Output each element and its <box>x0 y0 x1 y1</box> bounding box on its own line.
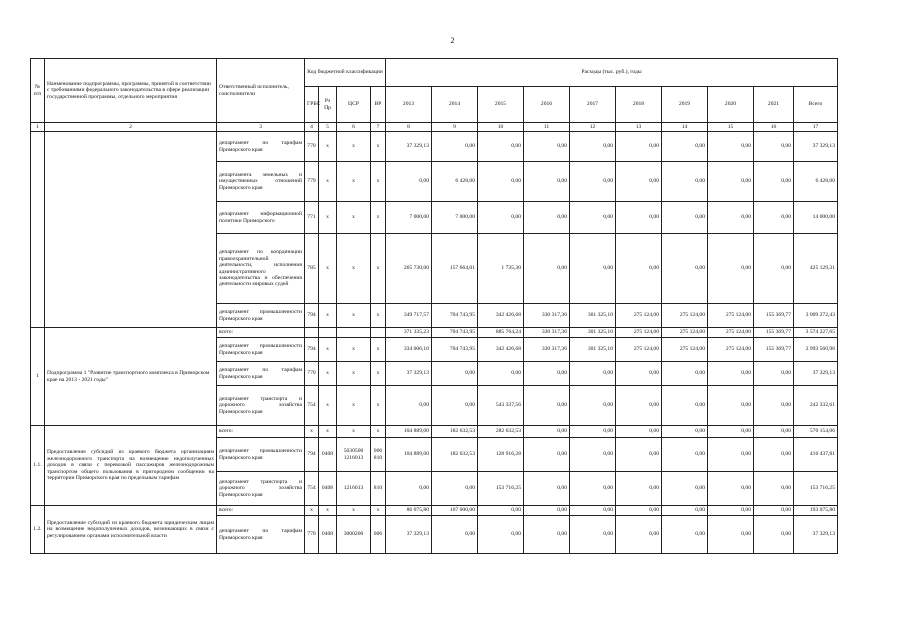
value-cell: 0,00 <box>616 132 662 162</box>
column-index-row <box>31 123 838 132</box>
value-cell: 37 329,13 <box>386 132 432 162</box>
header-total: Всего <box>794 87 838 123</box>
value-cell: 0,00 <box>662 386 708 426</box>
responsible-cell: департамент по тарифам Приморского края <box>217 516 305 554</box>
rzpr-cell: x <box>319 202 337 234</box>
value-cell: 0,00 <box>662 362 708 386</box>
total-cell: 2 993 560,96 <box>794 338 838 362</box>
csr-cell: x <box>337 132 371 162</box>
total-cell: 3 574 227,65 <box>794 328 838 338</box>
column-index-cell: 17 <box>794 123 838 132</box>
vr-cell: 810 <box>371 472 386 506</box>
value-cell: 704 743,95 <box>432 338 478 362</box>
rzpr-cell: 0408 <box>319 472 337 506</box>
value-cell: 0,00 <box>616 386 662 426</box>
header-csr: ЦСР <box>337 87 371 123</box>
value-cell: 86 075,80 <box>386 506 432 516</box>
table-row <box>31 328 838 338</box>
value-cell: 0,00 <box>754 234 794 304</box>
responsible-cell: департамент по тарифам Приморского края <box>217 362 305 386</box>
vr-cell: x <box>371 426 386 438</box>
total-cell: 37 329,13 <box>794 362 838 386</box>
value-cell: 0,00 <box>524 438 570 472</box>
value-cell: 37 329,13 <box>386 362 432 386</box>
value-cell: 275 124,00 <box>708 328 754 338</box>
value-cell: 0,00 <box>754 472 794 506</box>
value-cell: 0,00 <box>754 516 794 554</box>
vr-cell: x <box>371 506 386 516</box>
rzpr-cell: x <box>319 338 337 362</box>
value-cell: 182 632,53 <box>432 426 478 438</box>
column-index-cell: 8 <box>386 123 432 132</box>
header-year: 2017 <box>570 87 616 123</box>
value-cell: 155 369,77 <box>754 304 794 328</box>
responsible-cell: департамент промышленности Приморского края <box>217 304 305 328</box>
budget-table <box>30 58 838 554</box>
rzpr-cell: x <box>319 162 337 202</box>
value-cell: 275 124,00 <box>616 328 662 338</box>
responsible-cell: департамент транспорта и дорожного хозяйства Приморского края <box>217 386 305 426</box>
value-cell: 0,00 <box>524 234 570 304</box>
value-cell: 157 664,01 <box>432 234 478 304</box>
value-cell: 0,00 <box>708 202 754 234</box>
value-cell: 0,00 <box>478 202 524 234</box>
total-cell: 193 075,80 <box>794 506 838 516</box>
program-number: 1 <box>31 328 45 426</box>
rzpr-cell: x <box>319 386 337 426</box>
item-name: Предоставление субсидий из краевого бюджета организациям железнодорожного транспорта на возмещение недополученных доходов в связи с перевозкой пассажиров железнодорожным транспортом общего пользования в пригородном сообщении на территории Приморского края по предельным тарифам <box>45 426 217 506</box>
column-index-cell: 14 <box>662 123 708 132</box>
responsible-cell: всего: <box>217 506 305 516</box>
vr-cell: x <box>371 162 386 202</box>
column-index-cell: 6 <box>337 123 371 132</box>
rzpr-cell: 0408 <box>319 516 337 554</box>
value-cell: 0,00 <box>386 472 432 506</box>
rzpr-cell: x <box>319 362 337 386</box>
value-cell: 349 717,57 <box>386 304 432 328</box>
value-cell: 0,00 <box>478 506 524 516</box>
grbs-cell: 794 <box>305 304 319 328</box>
csr-cell: x <box>337 304 371 328</box>
value-cell: 0,00 <box>662 516 708 554</box>
grbs-cell: 785 <box>305 234 319 304</box>
responsible-cell: всего: <box>217 328 305 338</box>
grbs-cell: 794 <box>305 438 319 472</box>
value-cell: 0,00 <box>754 202 794 234</box>
grbs-cell <box>305 328 319 338</box>
value-cell: 0,00 <box>432 516 478 554</box>
total-cell: 14 000,00 <box>794 202 838 234</box>
total-cell: 37 329,13 <box>794 132 838 162</box>
value-cell: 182 632,53 <box>432 438 478 472</box>
item-number: 1.2. <box>31 506 45 554</box>
page-number: 2 <box>450 36 455 45</box>
value-cell: 0,00 <box>616 162 662 202</box>
rzpr-cell: x <box>319 426 337 438</box>
value-cell: 704 743,95 <box>432 328 478 338</box>
column-index-cell: 2 <box>45 123 217 132</box>
value-cell: 0,00 <box>570 516 616 554</box>
value-cell: 0,00 <box>616 506 662 516</box>
csr-cell: x <box>337 162 371 202</box>
grbs-cell: 754 <box>305 386 319 426</box>
column-index-cell: 7 <box>371 123 386 132</box>
header-year: 2021 <box>754 87 794 123</box>
value-cell: 0,00 <box>570 386 616 426</box>
value-cell: 0,00 <box>478 162 524 202</box>
value-cell: 371 335,23 <box>386 328 432 338</box>
vr-cell: x <box>371 304 386 328</box>
value-cell: 275 124,00 <box>662 338 708 362</box>
value-cell: 0,00 <box>524 202 570 234</box>
header-year: 2016 <box>524 87 570 123</box>
value-cell: 265 730,00 <box>386 234 432 304</box>
vr-cell: x <box>371 338 386 362</box>
value-cell: 153 716,25 <box>478 472 524 506</box>
total-cell: 6 428,00 <box>794 162 838 202</box>
column-index-cell: 15 <box>708 123 754 132</box>
csr-cell: x <box>337 338 371 362</box>
value-cell: 0,00 <box>616 438 662 472</box>
value-cell: 0,00 <box>708 438 754 472</box>
value-cell: 275 124,00 <box>662 328 708 338</box>
total-cell: 416 437,81 <box>794 438 838 472</box>
total-cell: 37 329,13 <box>794 516 838 554</box>
header-year: 2020 <box>708 87 754 123</box>
value-cell: 0,00 <box>570 426 616 438</box>
grbs-cell: 770 <box>305 362 319 386</box>
value-cell: 128 916,28 <box>478 438 524 472</box>
item-number: 1.1. <box>31 426 45 506</box>
value-cell: 0,00 <box>524 516 570 554</box>
value-cell: 0,00 <box>524 506 570 516</box>
vr-cell: x <box>371 386 386 426</box>
vr-cell: x <box>371 202 386 234</box>
rzpr-cell: 0408 <box>319 438 337 472</box>
csr-cell: x <box>337 234 371 304</box>
value-cell: 0,00 <box>754 132 794 162</box>
header-name: Наименование подпрограммы, программы, принятой в соответствии с требованиями федерального законодательства в сфере реализации государственной программы, отдельного мероприятия <box>45 59 217 123</box>
vr-cell: x <box>371 132 386 162</box>
value-cell: 282 632,53 <box>478 426 524 438</box>
value-cell: 0,00 <box>662 132 708 162</box>
column-index-cell: 9 <box>432 123 478 132</box>
header-no: № п/п <box>31 59 45 123</box>
value-cell: 342 426,68 <box>478 338 524 362</box>
header-rzpr: Рз Пр <box>319 87 337 123</box>
grbs-cell: x <box>305 426 319 438</box>
grbs-cell: 770 <box>305 516 319 554</box>
value-cell: 0,00 <box>616 426 662 438</box>
value-cell: 0,00 <box>708 386 754 426</box>
value-cell: 0,00 <box>708 162 754 202</box>
value-cell: 0,00 <box>662 438 708 472</box>
table-row <box>31 426 838 438</box>
value-cell: 330 317,36 <box>524 338 570 362</box>
value-cell: 0,00 <box>524 362 570 386</box>
responsible-cell: департамент промышленности Приморского края <box>217 338 305 362</box>
column-index-cell: 11 <box>524 123 570 132</box>
value-cell: 0,00 <box>616 202 662 234</box>
header-year: 2019 <box>662 87 708 123</box>
value-cell: 0,00 <box>570 438 616 472</box>
value-cell: 0,00 <box>754 162 794 202</box>
value-cell: 0,00 <box>754 506 794 516</box>
vr-cell: 006 <box>371 516 386 554</box>
row-number-cell <box>31 132 45 328</box>
total-cell: 242 332,61 <box>794 386 838 426</box>
grbs-cell: 779 <box>305 162 319 202</box>
responsible-cell: департамента земельных и имущественных отношений Приморского края <box>217 162 305 202</box>
value-cell: 330 317,36 <box>524 328 570 338</box>
table-body <box>31 123 838 554</box>
header-row-top <box>31 59 838 87</box>
grbs-cell: 770 <box>305 132 319 162</box>
value-cell: 0,00 <box>432 362 478 386</box>
program-name: Подпрограмма 1 "Развитие транспортного комплекса в Приморском крае на 2013 - 2021 годы" <box>45 328 217 426</box>
csr-cell: x <box>337 426 371 438</box>
value-cell: 0,00 <box>754 386 794 426</box>
value-cell: 0,00 <box>432 472 478 506</box>
header-vr: ВР <box>371 87 386 123</box>
value-cell: 37 329,13 <box>386 516 432 554</box>
value-cell: 275 124,00 <box>708 304 754 328</box>
value-cell: 0,00 <box>708 506 754 516</box>
value-cell: 0,00 <box>432 132 478 162</box>
value-cell: 0,00 <box>662 234 708 304</box>
value-cell: 7 000,00 <box>386 202 432 234</box>
value-cell: 885 764,24 <box>478 328 524 338</box>
value-cell: 275 124,00 <box>616 304 662 328</box>
csr-cell: 1216013 <box>337 472 371 506</box>
header-code-group: Код бюджетной классификации <box>305 59 386 87</box>
vr-cell <box>371 328 386 338</box>
header-expenses-group: Расходы (тыс. руб.), годы <box>386 59 838 87</box>
header-grbs: ГРБС <box>305 87 319 123</box>
responsible-cell: департамент транспорта и дорожного хозяйства Приморского края <box>217 472 305 506</box>
value-cell: 0,00 <box>570 472 616 506</box>
value-cell: 0,00 <box>524 132 570 162</box>
value-cell: 330 317,36 <box>524 304 570 328</box>
grbs-cell: 794 <box>305 338 319 362</box>
value-cell: 342 426,68 <box>478 304 524 328</box>
rzpr-cell: x <box>319 234 337 304</box>
value-cell: 0,00 <box>754 362 794 386</box>
total-cell: 3 009 272,43 <box>794 304 838 328</box>
responsible-cell: департамент по тарифам Приморского края <box>217 132 305 162</box>
value-cell: 0,00 <box>708 362 754 386</box>
csr-cell <box>337 328 371 338</box>
value-cell: 1 735,30 <box>478 234 524 304</box>
value-cell: 0,00 <box>662 426 708 438</box>
value-cell: 0,00 <box>616 472 662 506</box>
column-index-cell: 4 <box>305 123 319 132</box>
value-cell: 301 325,10 <box>570 338 616 362</box>
value-cell: 7 000,00 <box>432 202 478 234</box>
value-cell: 0,00 <box>524 162 570 202</box>
grbs-cell: 771 <box>305 202 319 234</box>
value-cell: 0,00 <box>432 386 478 426</box>
value-cell: 0,00 <box>524 472 570 506</box>
value-cell: 0,00 <box>662 162 708 202</box>
value-cell: 0,00 <box>570 234 616 304</box>
value-cell: 155 369,77 <box>754 328 794 338</box>
csr-cell: x <box>337 386 371 426</box>
csr-cell: 5030500 1216013 <box>337 438 371 472</box>
header-year: 2014 <box>432 87 478 123</box>
csr-cell: 3000200 <box>337 516 371 554</box>
value-cell: 0,00 <box>478 362 524 386</box>
value-cell: 0,00 <box>708 132 754 162</box>
value-cell: 155 369,77 <box>754 338 794 362</box>
responsible-cell: всего: <box>217 426 305 438</box>
value-cell: 543 337,56 <box>478 386 524 426</box>
rzpr-cell: x <box>319 304 337 328</box>
column-index-cell: 12 <box>570 123 616 132</box>
value-cell: 0,00 <box>708 516 754 554</box>
rzpr-cell: x <box>319 506 337 516</box>
value-cell: 301 325,10 <box>570 328 616 338</box>
header-year: 2013 <box>386 87 432 123</box>
value-cell: 0,00 <box>478 516 524 554</box>
value-cell: 0,00 <box>616 516 662 554</box>
value-cell: 0,00 <box>708 472 754 506</box>
value-cell: 104 889,00 <box>386 438 432 472</box>
table-row <box>31 132 838 162</box>
column-index-cell: 13 <box>616 123 662 132</box>
value-cell: 301 325,10 <box>570 304 616 328</box>
value-cell: 0,00 <box>524 426 570 438</box>
rzpr-cell: x <box>319 132 337 162</box>
value-cell: 0,00 <box>478 132 524 162</box>
header-responsible: Ответственный исполнитель, соисполнители <box>217 59 305 123</box>
column-index-cell: 3 <box>217 123 305 132</box>
value-cell: 0,00 <box>570 506 616 516</box>
header-year: 2018 <box>616 87 662 123</box>
responsible-cell: департамент по координации правоохранительной деятельности, исполнения административного законодательства и обеспечения деятельности мировых судей <box>217 234 305 304</box>
table-row <box>31 506 838 516</box>
total-cell: 153 716,25 <box>794 472 838 506</box>
total-cell: 570 154,06 <box>794 426 838 438</box>
column-index-cell: 5 <box>319 123 337 132</box>
value-cell: 0,00 <box>570 132 616 162</box>
grbs-cell: 754 <box>305 472 319 506</box>
value-cell: 0,00 <box>570 362 616 386</box>
value-cell: 104 889,00 <box>386 426 432 438</box>
vr-cell: x <box>371 234 386 304</box>
vr-cell: x <box>371 362 386 386</box>
value-cell: 0,00 <box>386 162 432 202</box>
total-cell: 425 129,31 <box>794 234 838 304</box>
value-cell: 0,00 <box>662 506 708 516</box>
value-cell: 0,00 <box>570 162 616 202</box>
header-year: 2015 <box>478 87 524 123</box>
value-cell: 275 124,00 <box>708 338 754 362</box>
row-name-cell <box>45 132 217 328</box>
column-index-cell: 10 <box>478 123 524 132</box>
rzpr-cell <box>319 328 337 338</box>
csr-cell: x <box>337 202 371 234</box>
value-cell: 0,00 <box>616 234 662 304</box>
csr-cell: x <box>337 362 371 386</box>
value-cell: 0,00 <box>386 386 432 426</box>
value-cell: 0,00 <box>616 362 662 386</box>
value-cell: 275 124,00 <box>616 338 662 362</box>
value-cell: 334 006,10 <box>386 338 432 362</box>
value-cell: 107 000,00 <box>432 506 478 516</box>
responsible-cell: департамент промышленности Приморского края <box>217 438 305 472</box>
value-cell: 0,00 <box>754 438 794 472</box>
value-cell: 0,00 <box>524 386 570 426</box>
value-cell: 6 428,00 <box>432 162 478 202</box>
value-cell: 0,00 <box>754 426 794 438</box>
value-cell: 275 124,00 <box>662 304 708 328</box>
item-name: Предоставление субсидий из краевого бюджета юридическим лицам на возмещение недополученных доходов, возникающих в связи с регулированием органами исполнительной власти <box>45 506 217 554</box>
value-cell: 0,00 <box>708 426 754 438</box>
column-index-cell: 16 <box>754 123 794 132</box>
value-cell: 704 743,95 <box>432 304 478 328</box>
csr-cell: x <box>337 506 371 516</box>
value-cell: 0,00 <box>662 202 708 234</box>
vr-cell: 006 810 <box>371 438 386 472</box>
responsible-cell: департамент информационной политики Приморского <box>217 202 305 234</box>
grbs-cell: x <box>305 506 319 516</box>
column-index-cell: 1 <box>31 123 45 132</box>
value-cell: 0,00 <box>662 472 708 506</box>
value-cell: 0,00 <box>570 202 616 234</box>
value-cell: 0,00 <box>708 234 754 304</box>
